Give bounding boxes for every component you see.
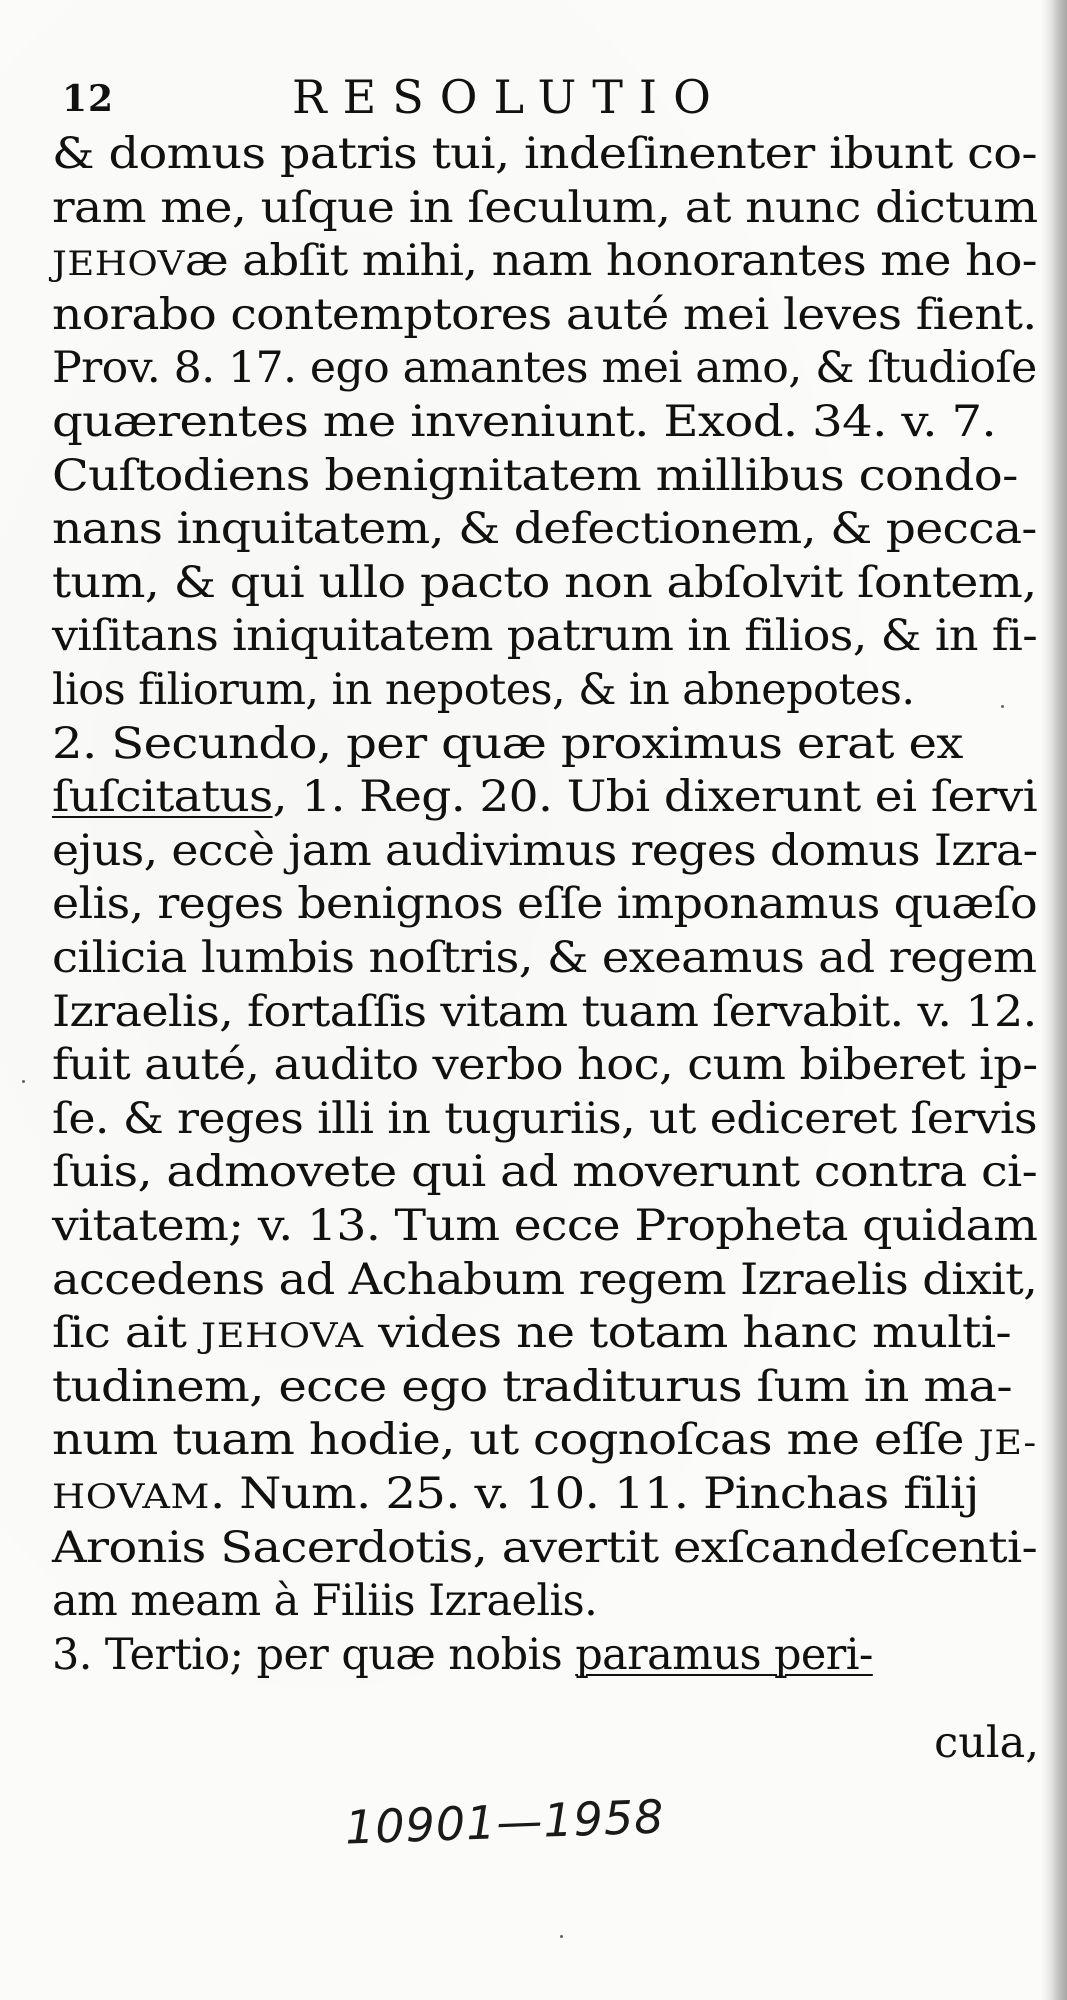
line-text: norabo contemptores auté mei leves fient. [52, 289, 1037, 340]
line-text: am meam à Filiis Izraelis. [52, 1576, 598, 1627]
ink-speck [1001, 705, 1004, 708]
line-text: Cuſtodiens benignitatem millibus condo- [52, 450, 1018, 501]
line-text: Aronis Sacerdotis, avertit exſcandeſcenti- [52, 1522, 1038, 1573]
text-line [52, 612, 1037, 660]
line-text: ſic ait [52, 1308, 201, 1359]
ink-speck [22, 1080, 25, 1083]
running-title: RESOLUTIO [292, 70, 727, 124]
line-text: num tuam hodie, ut cognoſcas me eſſe [52, 1415, 979, 1466]
line-text: cilicia lumbis noſtris, & exeamus ad regem [52, 933, 1037, 983]
ink-speck [560, 1935, 563, 1938]
text-line [52, 505, 1037, 553]
catchword: cula, [934, 1718, 1039, 1768]
small-caps-name: JEHOVA [200, 1316, 364, 1357]
line-text: ejus, eccè jam audivimus reges domus Izra- [52, 825, 1038, 876]
text-line [52, 398, 996, 446]
text-line [52, 880, 1037, 928]
line-text: quærentes me inveniunt. Exod. 34. v. 7. [52, 397, 997, 447]
text-line [52, 559, 1037, 607]
text-line [52, 773, 1037, 821]
line-text: nans inquitatem, & defectionem, & pecca- [52, 504, 1037, 555]
text-line [52, 1470, 979, 1518]
line-text: ram me, uſque in ſeculum, at nunc dictum [52, 182, 1038, 233]
line-text: 2. Secundo, per quæ proximus erat ex [52, 718, 963, 769]
text-line [52, 1309, 1011, 1357]
handwritten-inventory-number: 10901—1958 [344, 1789, 666, 1855]
line-text: ſuis, admovete qui ad moverunt contra ci- [52, 1147, 1038, 1198]
text-line [52, 1095, 1037, 1143]
line-text: & domus patris tui, indeſinenter ibunt co- [52, 129, 1037, 179]
page-header [62, 70, 962, 130]
underlined-phrase: ſuſcitatus [52, 772, 273, 823]
text-line [52, 1577, 597, 1625]
text-line [52, 130, 1037, 178]
line-text: vides ne totam hanc multi- [363, 1308, 1012, 1359]
text-line [52, 1256, 1037, 1304]
line-text: , 1. Reg. 20. Ubi dixerunt ei ſervi [272, 772, 1037, 823]
line-text: lios filiorum, in nepotes, & in abnepotes. [52, 665, 915, 715]
line-text: elis, reges benignos eſſe imponamus quæſo [52, 879, 1038, 930]
page-number: 12 [62, 78, 115, 120]
text-line [52, 720, 963, 768]
text-line [52, 1416, 1037, 1464]
page-edge-shadow [1041, 0, 1067, 2000]
text-line [52, 827, 1037, 875]
text-line [52, 988, 1037, 1036]
text-line [52, 1631, 873, 1679]
text-line [52, 184, 1038, 232]
line-text: Izraelis, fortaſſis vitam tuam ſervabit. v. 12. [52, 986, 1037, 1037]
text-line [52, 452, 1018, 500]
line-text: tum, & qui ullo pacto non abſolvit ſontem, [52, 557, 1037, 608]
small-caps-name: JE- [978, 1423, 1037, 1464]
text-line [52, 1041, 1037, 1089]
line-text: Prov. 8. 17. ego amantes mei amo, & ſtudioſe [52, 343, 1037, 394]
text-line [52, 1524, 1037, 1572]
line-text: tudinem, ecce ego traditurus ſum in ma- [52, 1361, 1013, 1412]
line-text: ſe. & reges illi in tuguriis, ut ediceret ſervis [52, 1093, 1037, 1144]
line-text: æ abſit mihi, nam honorantes me ho- [184, 236, 1037, 287]
line-text: fuit auté, audito verbo hoc, cum biberet ip- [52, 1040, 1038, 1091]
text-line [52, 291, 1037, 339]
text-line [52, 237, 1037, 285]
small-caps-name: JEHOV [52, 244, 185, 285]
text-line [52, 1363, 1012, 1411]
text-line [52, 344, 1037, 392]
line-text: 3. Tertio; per quæ nobis [52, 1629, 576, 1680]
line-text: . Num. 25. v. 10. 11. Pinchas filij [209, 1469, 979, 1519]
text-line [52, 666, 914, 714]
line-text: vitatem; v. 13. Tum ecce Propheta quidam [52, 1201, 1038, 1251]
line-text: viſitans iniquitatem patrum in filios, & in fi- [52, 611, 1038, 662]
text-line [52, 1148, 1037, 1196]
text-line [52, 934, 1036, 982]
underlined-phrase: paramus peri- [575, 1629, 873, 1680]
text-line [52, 1202, 1037, 1250]
small-caps-name: HOVAM [52, 1477, 210, 1517]
line-text: accedens ad Achabum regem Izraelis dixit, [52, 1254, 1038, 1305]
